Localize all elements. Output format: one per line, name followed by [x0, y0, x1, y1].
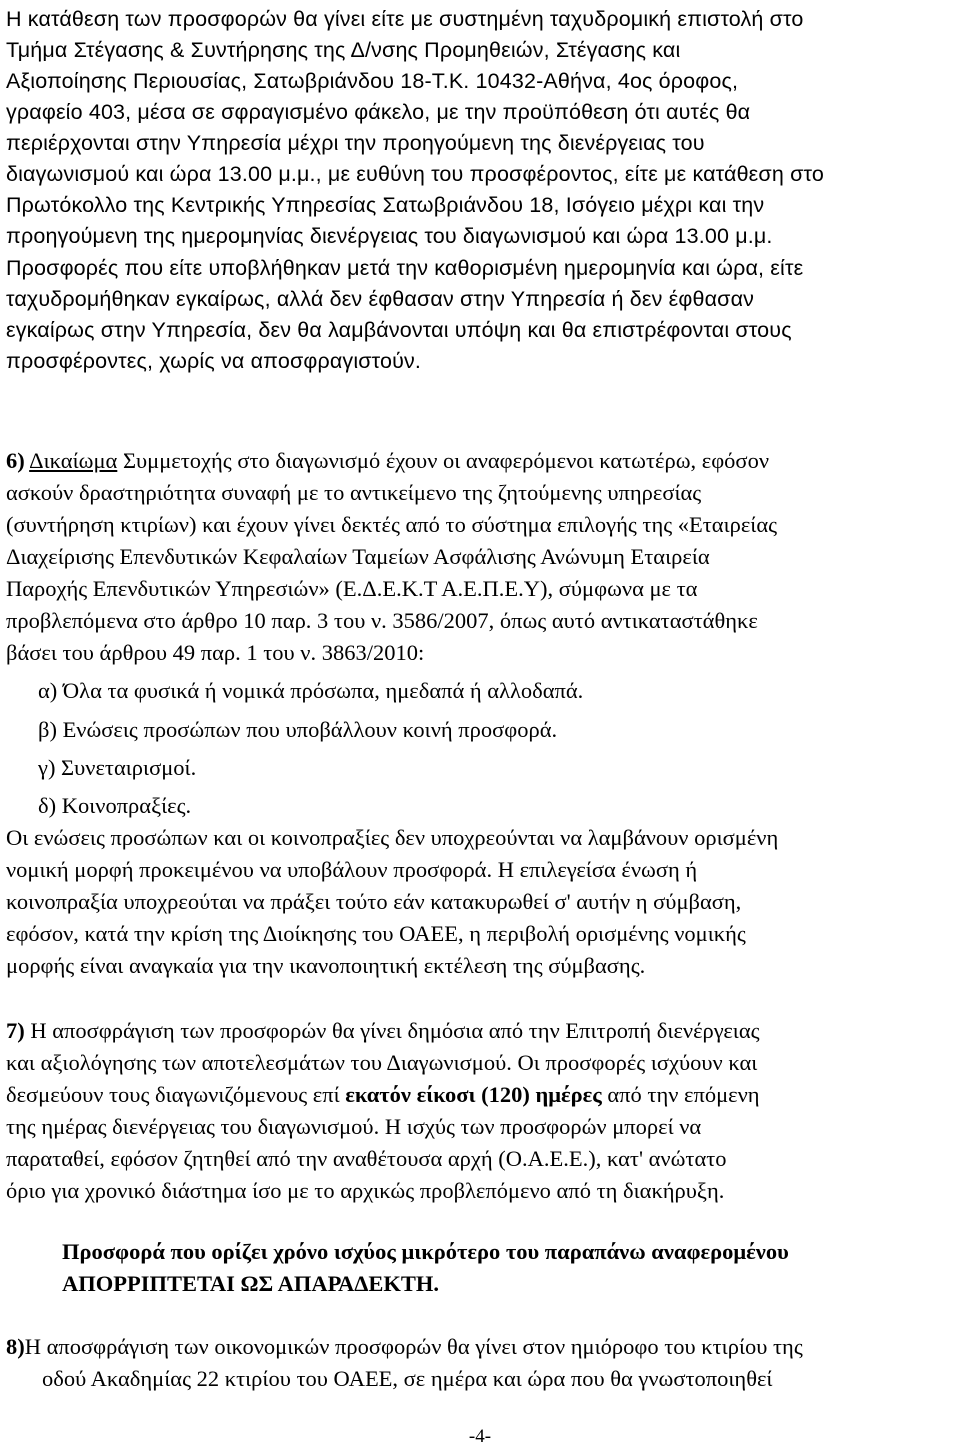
section-8-text-1: Η αποσφράγιση των οικονομικών προσφορών θα γίνει στον ημιόροφο του κτιρίου της [24, 1334, 803, 1359]
deposit-line-2: Τμήμα Στέγασης & Συντήρησης της Δ/νσης Προμηθειών, Στέγασης και [6, 38, 681, 62]
list-item-a: α) Όλα τα φυσικά ή νομικά πρόσωπα, ημεδαπά ή αλλοδαπά. [38, 678, 584, 703]
section-8-line-1 [6, 1331, 954, 1362]
section-6-number: 6) [6, 448, 25, 473]
deposit-line-10: ταχυδρομήθηκαν εγκαίρως, αλλά δεν έφθασαν στην Υπηρεσία ή δεν έφθασαν [6, 287, 755, 311]
deposit-line-4: γραφείο 403, μέσα σε σφραγισμένο φάκελο, με την προϋπόθεση ότι αυτές θα [6, 100, 751, 124]
section-8-number: 8) [6, 1334, 25, 1359]
section-6-line-7: βάσει του άρθρου 49 παρ. 1 του ν. 3863/2010: [6, 640, 425, 665]
section-7-line-5: παραταθεί, εφόσον ζητηθεί από την αναθέτουσα αρχή (Ο.Α.Ε.Ε.), κατ' ανώτατο [6, 1146, 727, 1171]
list-item-c: γ) Συνεταιρισμοί. [38, 755, 197, 780]
section-7-line-3 [6, 1079, 954, 1110]
section-7-text-1: Η αποσφράγιση των προσφορών θα γίνει δημόσια από την Επιτροπή διενέργειας [30, 1018, 760, 1043]
section-6-heading-line [6, 445, 954, 476]
section-6-after-line-4: εφόσον, κατά την κρίση της Διοίκησης του ΟΑΕΕ, η περιβολή ορισμένης νομικής [6, 921, 746, 946]
deposit-line-3: Αξιοποίησης Περιουσίας, Σατωβριάνδου 18-Τ.Κ. 10432-Αθήνα, 4ος όροφος, [6, 69, 739, 93]
section-7-line-4: της ημέρας διενέργειας του διαγωνισμού. Η ισχύς των προσφορών μπορεί να [6, 1114, 702, 1139]
warning-line-1: Προσφορά που ορίζει χρόνο ισχύος μικρότερο του παραπάνω αναφερομένου [62, 1239, 789, 1264]
section-6-line-6: προβλεπόμενα στο άρθρο 10 παρ. 3 του ν. 3586/2007, όπως αυτό αντικαταστάθηκε [6, 608, 758, 633]
section-6-after-line-5: μορφής είναι αναγκαία για την ικανοποιητική εκτέλεση της σύμβασης. [6, 953, 646, 978]
section-6-after-line-1: Οι ενώσεις προσώπων και οι κοινοπραξίες δεν υποχρεούνται να λαμβάνουν ορισμένη [6, 825, 779, 850]
section-6-line-2: ασκούν δραστηριότητα συναφή με το αντικείμενο της ζητούμενης υπηρεσίας [6, 480, 702, 505]
warning-line-2: ΑΠΟΡΡΙΠΤΕΤΑΙ ΩΣ ΑΠΑΡΑΔΕΚΤΗ. [62, 1271, 440, 1296]
section-7-line-1 [6, 1015, 954, 1046]
section-6-line-3: (συντήρηση κτιρίων) και έχουν γίνει δεκτές από το σύστημα επιλογής της «Εταιρείας [6, 512, 778, 537]
deposit-line-1: Η κατάθεση των προσφορών θα γίνει είτε με συστημένη ταχυδρομική επιστολή στο [6, 7, 804, 31]
section-7-line-2: και αξιολόγησης των αποτελεσμάτων του Διαγωνισμού. Οι προσφορές ισχύουν και [6, 1050, 758, 1075]
list-item-b: β) Ενώσεις προσώπων που υποβάλλουν κοινή προσφορά. [38, 717, 558, 742]
deposit-line-9: Προσφορές που είτε υποβλήθηκαν μετά την καθορισμένη ημερομηνία και ώρα, είτε [6, 256, 804, 280]
deposit-line-8: προηγούμενη της ημερομηνίας διενέργειας του διαγωνισμού και ώρα 13.00 μ.μ. [6, 224, 773, 248]
deposit-line-6: διαγωνισμού και ώρα 13.00 μ.μ., με ευθύνη του προσφέροντος, είτε με κατάθεση στο [6, 162, 824, 186]
section-6-after-line-3: κοινοπραξία υποχρεούται να πράξει τούτο εάν κατακυρωθεί σ' αυτήν η σύμβαση, [6, 889, 742, 914]
section-6-after-line-2: νομική μορφή προκειμένου να υποβάλουν προσφορά. Η επιλεγείσα ένωση ή [6, 857, 698, 882]
section-8-line-2: οδού Ακαδημίας 22 κτιρίου του ΟΑΕΕ, σε ημέρα και ώρα που θα γνωστοποιηθεί [42, 1366, 773, 1391]
section-6-title: Δικαίωμα [29, 448, 118, 473]
deposit-line-11: εγκαίρως στην Υπηρεσία, δεν θα λαμβάνονται υπόψη και θα επιστρέφονται στους [6, 318, 792, 342]
section-6-text: Συμμετοχής στο διαγωνισμό έχουν οι αναφερόμενοι κατωτέρω, εφόσον [122, 448, 769, 473]
deposit-line-12: προσφέροντες, χωρίς να αποσφραγιστούν. [6, 349, 422, 373]
section-7-line-6: όριο για χρονικό διάστημα ίσο με το αρχικώς προβλεπόμενο από τη διακήρυξη. [6, 1178, 725, 1203]
deposit-line-7: Πρωτόκολλο της Κεντρικής Υπηρεσίας Σατωβριάνδου 18, Ισόγειο μέχρι και την [6, 193, 765, 217]
deposit-line-5: περιέρχονται στην Υπηρεσία μέχρι την προηγούμενη της διενέργειας του [6, 131, 705, 155]
section-7-number: 7) [6, 1018, 25, 1043]
list-item-d: δ) Κοινοπραξίες. [38, 793, 192, 818]
section-7-text-3b: από την επόμενη [607, 1082, 760, 1107]
section-6-line-4: Διαχείρισης Επενδυτικών Κεφαλαίων Ταμείων Ασφάλισης Ανώνυμη Εταιρεία [6, 544, 710, 569]
validity-period: εκατόν είκοσι (120) ημέρες [345, 1082, 602, 1107]
section-7-text-3a: δεσμεύουν τους διαγωνιζόμενους επί [6, 1082, 340, 1107]
section-6-line-5: Παροχής Επενδυτικών Υπηρεσιών» (Ε.Δ.Ε.Κ.Τ Α.Ε.Π.Ε.Υ), σύμφωνα με τα [6, 576, 698, 601]
page-number: -4- [468, 1426, 492, 1447]
